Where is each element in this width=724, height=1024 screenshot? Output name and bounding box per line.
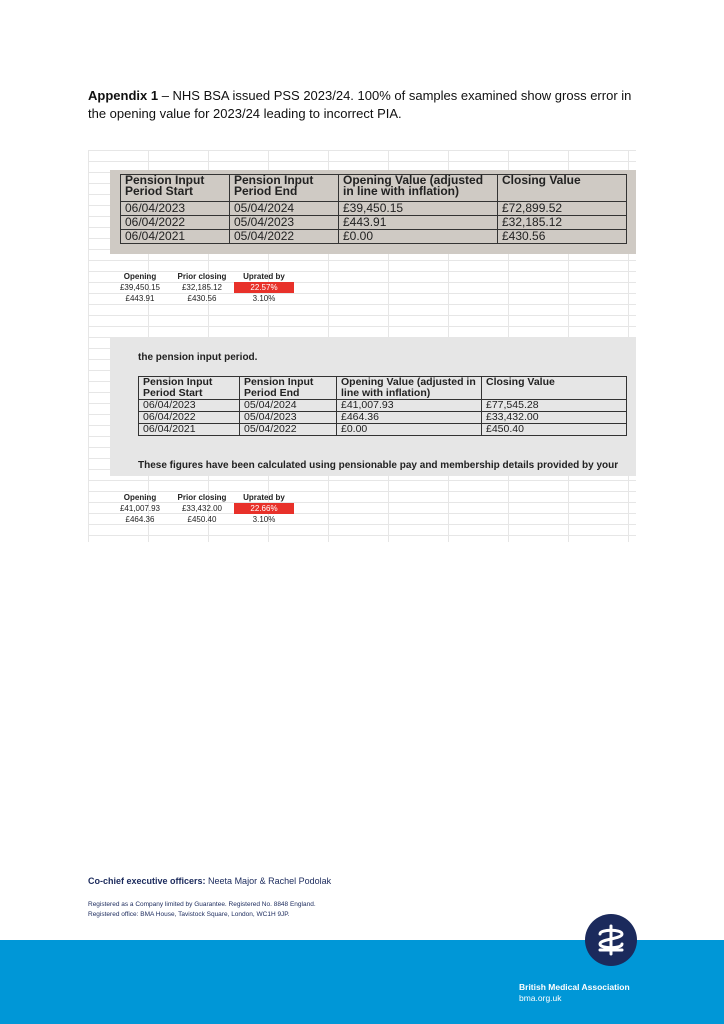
calc-header-cell: Prior closing [177, 493, 227, 502]
table-row [139, 412, 627, 424]
table-cell: 06/04/2021 [139, 424, 240, 436]
table-cell: 05/04/2023 [240, 412, 337, 424]
calc-cell: £32,185.12 [181, 283, 223, 292]
appendix-label: Appendix 1 [88, 88, 159, 103]
table-cell: 06/04/2023 [121, 202, 230, 216]
calc-cell: £33,432.00 [181, 504, 223, 513]
header-cell: Closing Value [498, 175, 627, 202]
bma-logo-icon [585, 914, 637, 966]
calc-cell: £450.40 [187, 515, 217, 524]
table-cell: 06/04/2023 [139, 400, 240, 412]
calc-row [110, 282, 294, 293]
table-row [139, 424, 627, 436]
calc-table-1 [110, 271, 294, 304]
ceo-names: Neeta Major & Rachel Podolak [205, 876, 332, 886]
brand-block [519, 982, 630, 1004]
statement-photo-1 [110, 170, 636, 254]
uprated-highlight-cell: 22.57% [234, 282, 294, 293]
table-cell: £450.40 [482, 424, 627, 436]
statement-photo-2 [110, 338, 636, 476]
appendix-intro [88, 87, 648, 123]
table-cell: £430.56 [498, 230, 627, 244]
calc-cell: £39,450.15 [119, 283, 161, 292]
table-row [121, 216, 627, 230]
appendix-text: – NHS BSA issued PSS 2023/24. 100% of samples examined show gross error in the opening value for 2023/24 leading to incorrect PIA. [88, 88, 632, 121]
photo-text-below: These figures have been calculated using pensionable pay and membership details provided by your [138, 460, 619, 471]
table-cell: 06/04/2022 [121, 216, 230, 230]
table-cell: 05/04/2023 [230, 216, 339, 230]
table-row [139, 400, 627, 412]
calc-header-row [110, 271, 294, 282]
bma-logo [585, 914, 637, 966]
table-cell: £32,185.12 [498, 216, 627, 230]
calc-header-cell: Opening [123, 493, 157, 502]
table-cell: 05/04/2022 [230, 230, 339, 244]
table-cell: £0.00 [339, 230, 498, 244]
table-cell: 05/04/2024 [230, 202, 339, 216]
office-line: Registered office: BMA House, Tavistock Square, London, WC1H 9JP. [88, 911, 290, 918]
ceo-label: Co-chief executive officers: [88, 876, 206, 886]
table-cell: £39,450.15 [339, 202, 498, 216]
header-cell: Pension Input Period End [230, 175, 339, 202]
table-cell: £33,432.00 [482, 412, 627, 424]
calc-cell: 3.10% [252, 294, 276, 303]
photo-text-above: the pension input period. [138, 352, 258, 363]
header-cell: Pension Input Period Start [121, 175, 230, 202]
brand-url[interactable]: bma.org.uk [519, 993, 562, 1003]
statement-table-1 [120, 174, 627, 244]
table-cell: 05/04/2024 [240, 400, 337, 412]
calc-row [110, 503, 294, 514]
calc-cell: £430.56 [187, 294, 217, 303]
uprated-highlight-cell: 22.66% [234, 503, 294, 514]
header-cell: Pension Input Period Start [139, 377, 240, 400]
table-cell: 06/04/2022 [139, 412, 240, 424]
calc-row [110, 293, 294, 304]
table-header-row [121, 175, 627, 202]
table-row [121, 230, 627, 244]
table-cell: £0.00 [337, 424, 482, 436]
calc-header-row [110, 492, 294, 503]
table-cell: 05/04/2022 [240, 424, 337, 436]
brand-name: British Medical Association [519, 982, 630, 992]
table-cell: £77,545.28 [482, 400, 627, 412]
calc-header-cell: Opening [123, 272, 157, 281]
calc-row [110, 514, 294, 525]
table-cell: £72,899.52 [498, 202, 627, 216]
calc-header-cell: Prior closing [177, 272, 227, 281]
calc-cell: £41,007.93 [119, 504, 161, 513]
calc-header-cell: Uprated by [243, 272, 285, 281]
table-cell: £41,007.93 [337, 400, 482, 412]
table-cell: £443.91 [339, 216, 498, 230]
header-cell: Opening Value (adjusted in line with inflation) [337, 377, 482, 400]
ceo-line [88, 876, 331, 886]
table-header-row [139, 377, 627, 400]
calc-header-cell: Uprated by [243, 493, 285, 502]
table-cell: 06/04/2021 [121, 230, 230, 244]
header-cell: Pension Input Period End [240, 377, 337, 400]
header-cell: Closing Value [482, 377, 627, 400]
calc-cell: £464.36 [125, 515, 155, 524]
statement-table-2 [138, 376, 627, 436]
calc-table-2 [110, 492, 294, 525]
registration-line: Registered as a Company limited by Guarantee. Registered No. 8848 England. [88, 901, 316, 908]
calc-cell: £443.91 [125, 294, 155, 303]
header-cell: Opening Value (adjusted in line with inflation) [339, 175, 498, 202]
table-row [121, 202, 627, 216]
calc-cell: 3.10% [252, 515, 276, 524]
table-cell: £464.36 [337, 412, 482, 424]
